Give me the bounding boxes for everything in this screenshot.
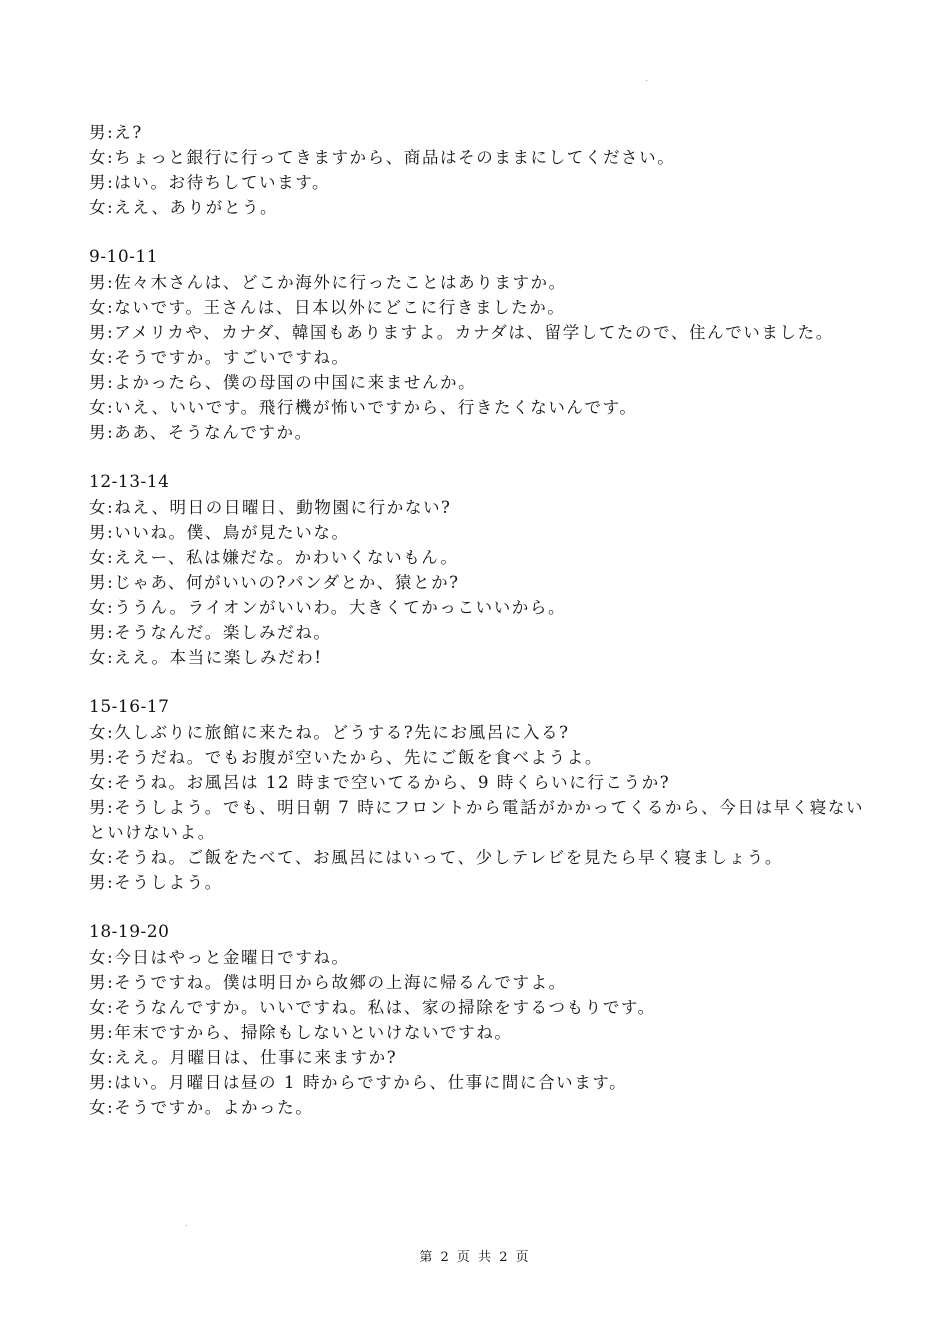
dialogue-line: 男:そうだね。でもお腹が空いたから、先にご飯を食べようよ。 <box>89 748 603 767</box>
dialogue-block <box>89 695 869 895</box>
dialogue-line: 女:そうですか。すごいですね。 <box>89 348 350 367</box>
dialogue-line: 女:ちょっと銀行に行ってきますから、商品はそのままにしてください。 <box>89 148 676 167</box>
dialogue-line: 女:ううん。ライオンがいいわ。大きくてかっこいいから。 <box>89 598 567 617</box>
dialogue-content <box>89 120 869 1145</box>
dialogue-block <box>89 120 869 220</box>
dialogue-line: 男:はい。お待ちしています。 <box>89 173 331 192</box>
dialogue-line: 男:佐々木さんは、どこか海外に行ったことはありますか。 <box>89 273 567 292</box>
scan-speck <box>646 80 647 81</box>
dialogue-block <box>89 920 869 1120</box>
dialogue-line: 男:じゃあ、何がいいの?パンダとか、猿とか? <box>89 573 460 592</box>
dialogue-line: 女:いえ、いいです。飛行機が怖いですから、行きたくないんです。 <box>89 398 638 417</box>
dialogue-line: 女:ねえ、明日の日曜日、動物園に行かない? <box>89 498 452 517</box>
dialogue-line: 男:そうなんだ。楽しみだね。 <box>89 623 332 642</box>
dialogue-line: 女:ないです。王さんは、日本以外にどこに行きましたか。 <box>89 298 566 317</box>
section-heading: 15-16-17 <box>89 697 170 717</box>
dialogue-line: 女:ええー、私は嫌だな。かわいくないもん。 <box>89 548 459 567</box>
dialogue-line: 女:そうなんですか。いいですね。私は、家の掃除をするつもりです。 <box>89 998 656 1017</box>
dialogue-line: 男:よかったら、僕の母国の中国に来ませんか。 <box>89 373 477 392</box>
dialogue-line: 男:え? <box>89 123 143 142</box>
dialogue-line: 女:そうね。ご飯をたべて、お風呂にはいって、少しテレビを見たら早く寝ましょう。 <box>89 848 783 867</box>
dialogue-line: 男:年末ですから、掃除もしないといけないですね。 <box>89 1023 513 1042</box>
scan-speck <box>186 1225 187 1226</box>
section-heading: 9-10-11 <box>89 247 159 267</box>
dialogue-block <box>89 470 869 670</box>
dialogue-line: 女:そうね。お風呂は 12 時まで空いてるから、9 時くらいに行こうか? <box>89 773 671 792</box>
page-number-footer: 第 2 页 共 2 页 <box>419 1250 531 1265</box>
dialogue-line: 男:いいね。僕、鳥が見たいな。 <box>89 523 350 542</box>
dialogue-line: 女:久しぶりに旅館に来たね。どうする?先にお風呂に入る? <box>89 723 570 742</box>
dialogue-line: 男:ああ、そうなんですか。 <box>89 423 313 442</box>
dialogue-block <box>89 245 869 445</box>
dialogue-line: 男:そうしよう。 <box>89 873 223 892</box>
section-heading: 18-19-20 <box>89 922 170 942</box>
dialogue-line: 男:そうしよう。でも、明日朝 7 時にフロントから電話がかかってくるから、今日は早く寝ないといけないよ。 <box>89 798 865 842</box>
dialogue-line: 女:ええ。月曜日は、仕事に来ますか? <box>89 1048 398 1067</box>
section-heading: 12-13-14 <box>89 472 170 492</box>
dialogue-line: 女:そうですか。よかった。 <box>89 1098 314 1117</box>
dialogue-line: 女:ええ、ありがとう。 <box>89 198 279 217</box>
dialogue-line: 男:アメリカや、カナダ、韓国もありますよ。カナダは、留学してたので、住んでいました。 <box>89 323 834 342</box>
dialogue-line: 男:はい。月曜日は昼の 1 時からですから、仕事に間に合います。 <box>89 1073 628 1092</box>
dialogue-line: 男:そうですね。僕は明日から故郷の上海に帰るんですよ。 <box>89 973 567 992</box>
dialogue-line: 女:ええ。本当に楽しみだわ! <box>89 648 323 667</box>
dialogue-line: 女:今日はやっと金曜日ですね。 <box>89 948 350 967</box>
